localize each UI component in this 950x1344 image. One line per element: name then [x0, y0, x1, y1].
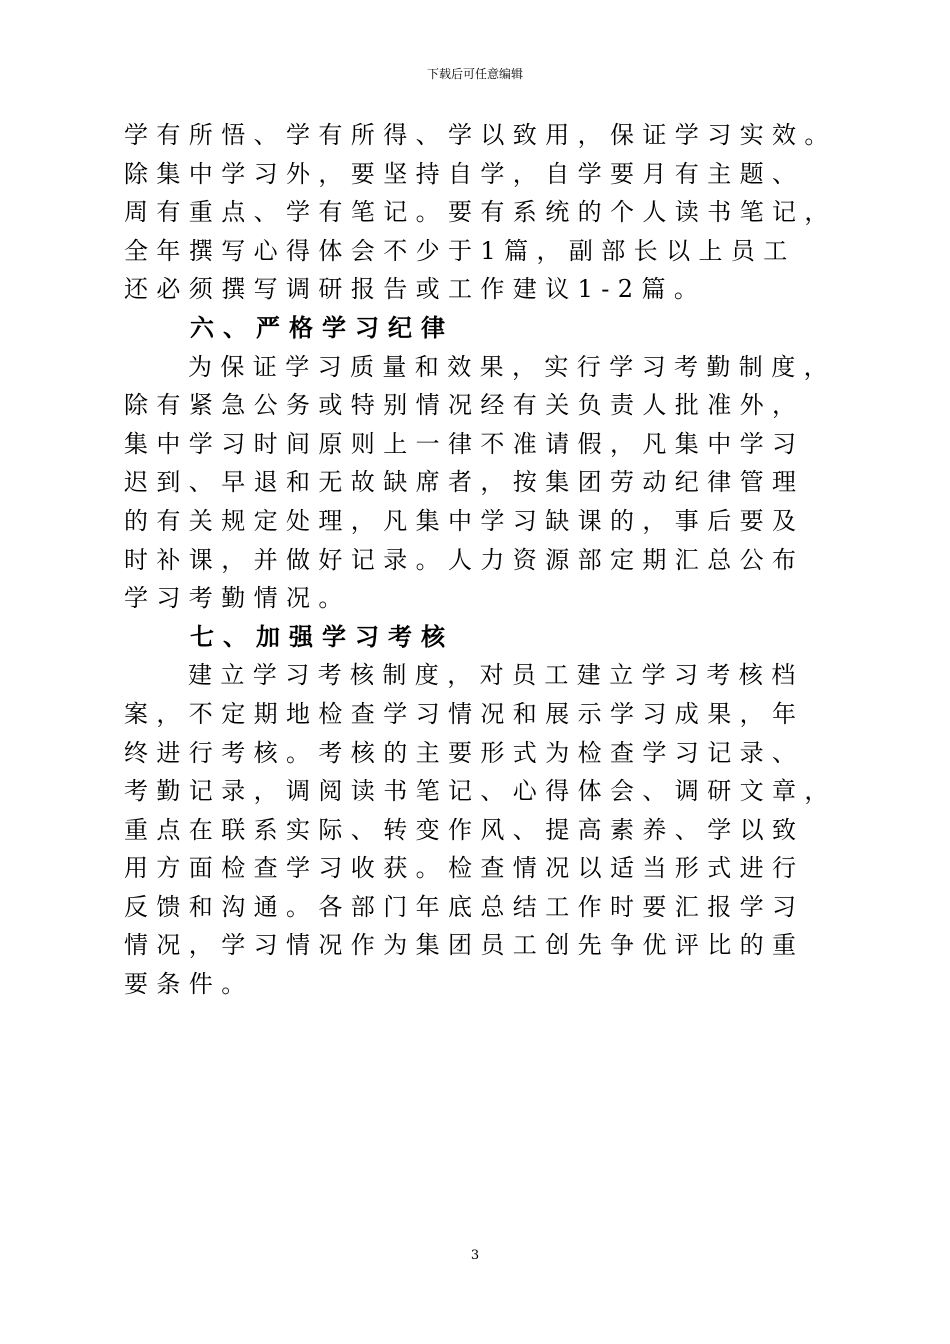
paragraph-start-line: 建立学习考核制度，对员工建立学习考核档	[188, 661, 804, 690]
body-line: 除有紧急公务或特别情况经有关负责人批准外，	[124, 391, 805, 420]
page-header: 下载后可任意编辑	[426, 67, 523, 81]
body-line: 考勤记录，调阅读书笔记、心得体会、调研文章，	[124, 777, 837, 806]
body-line: 迟到、早退和无故缺席者，按集团劳动纪律管理	[124, 468, 805, 497]
body-line: 除集中学习外，要坚持自学，自学要月有主题、	[124, 159, 805, 188]
body-line: 周有重点、学有笔记。要有系统的个人读书笔记，	[124, 198, 837, 227]
section-heading-7: 七、加强学习考核	[190, 622, 454, 651]
body-line: 终进行考核。考核的主要形式为检查学习记录、	[124, 738, 805, 767]
body-line: 还必须撰写调研报告或工作建议1-2篇。	[124, 275, 707, 304]
body-line: 学有所悟、学有所得、学以致用，保证学习实效。	[124, 121, 837, 149]
page-number: 3	[470, 1248, 480, 1263]
body-line: 时补课，并做好记录。人力资源部定期汇总公布	[124, 545, 805, 574]
document-body	[124, 116, 844, 1004]
body-line: 用方面检查学习收获。检查情况以适当形式进行	[124, 854, 805, 883]
body-line: 重点在联系实际、转变作风、提高素养、学以致	[124, 815, 805, 844]
body-line: 学习考勤情况。	[124, 584, 351, 613]
body-line: 全年撰写心得体会不少于1篇，副部长以上员工	[124, 236, 796, 265]
section-heading-6: 六、严格学习纪律	[190, 313, 454, 342]
body-line: 的有关规定处理，凡集中学习缺课的，事后要及	[124, 506, 805, 535]
body-line: 情况，学习情况作为集团员工创先争优评比的重	[124, 931, 805, 960]
body-line: 集中学习时间原则上一律不准请假，凡集中学习	[124, 429, 805, 458]
body-line: 要条件。	[124, 970, 254, 999]
body-line: 反馈和沟通。各部门年底总结工作时要汇报学习	[124, 892, 805, 921]
paragraph-start-line: 为保证学习质量和效果，实行学习考勤制度，	[188, 352, 836, 381]
body-line: 案，不定期地检查学习情况和展示学习成果，年	[124, 699, 805, 728]
